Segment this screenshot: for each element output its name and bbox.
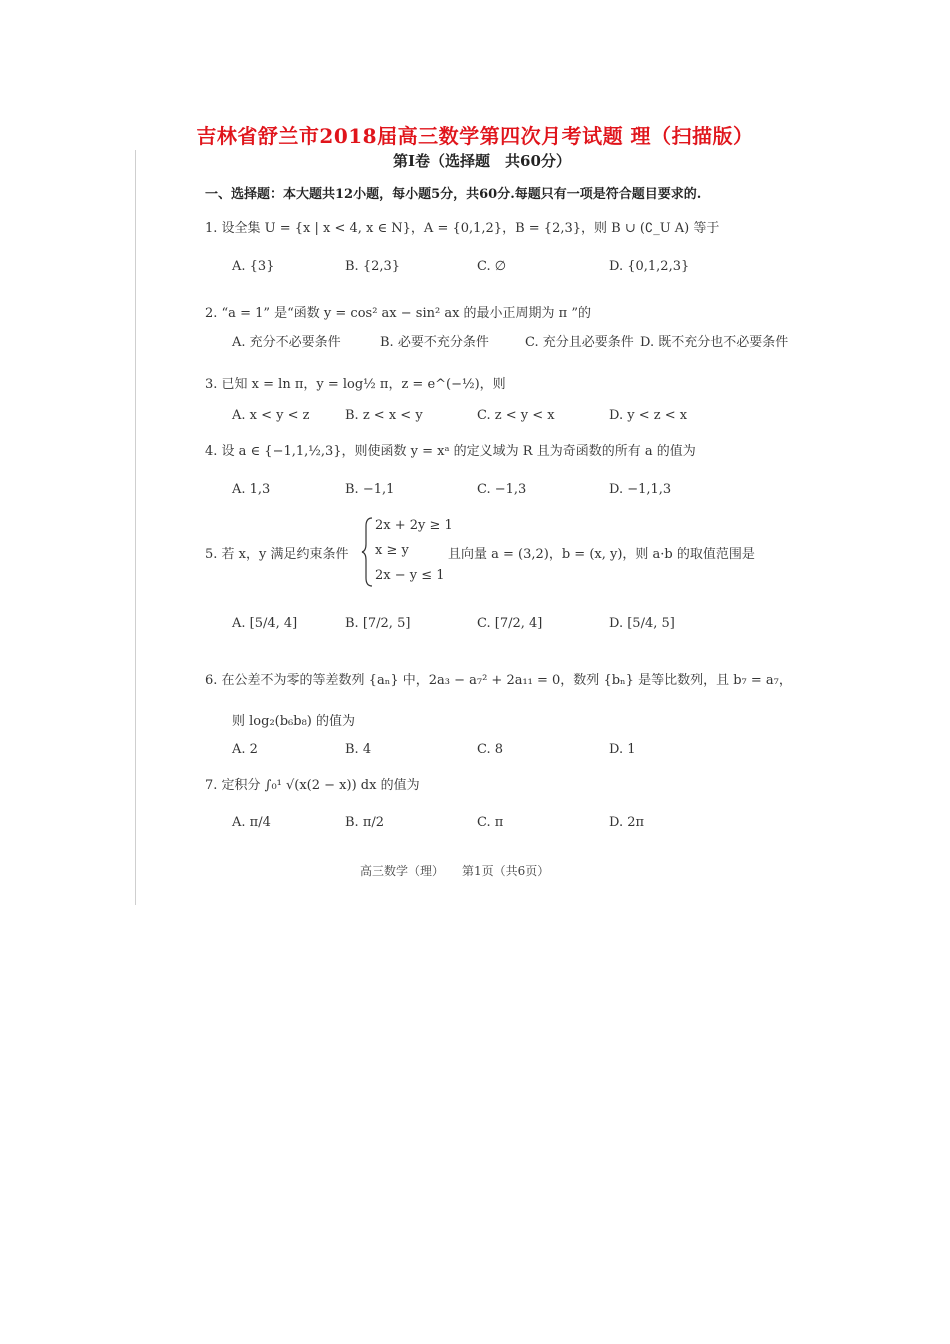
question-1-option-d: D. {0,1,2,3} <box>609 259 690 274</box>
question-5-option-c: C. [7/2, 4] <box>477 616 543 631</box>
question-6-stem: 6. 在公差不为零的等差数列 {aₙ} 中，2a₃ − a₇² + 2a₁₁ = 0，数列 {bₙ} 是等比数列，且 b₇ = a₇， <box>205 673 792 688</box>
question-5-option-d: D. [5/4, 5] <box>609 616 675 631</box>
question-7-option-a: A. π/4 <box>232 815 271 830</box>
question-6-stem-continued: 则 log₂(b₆b₈) 的值为 <box>232 714 355 729</box>
question-4-stem: 4. 设 a ∈ {−1,1,½,3}，则使函数 y = xᵃ 的定义域为 R 且为奇函数的所有 a 的值为 <box>205 444 696 459</box>
question-1-option-c: C. ∅ <box>477 259 507 274</box>
question-4-option-a: A. 1,3 <box>232 482 271 497</box>
constraint-1: 2x + 2y ≥ 1 <box>375 518 453 533</box>
question-2-option-d: D. 既不充分也不必要条件 <box>640 335 789 350</box>
question-6-option-c: C. 8 <box>477 742 504 757</box>
section-header: 一、选择题：本大题共12小题，每小题5分，共60分.每题只有一项是符合题目要求的. <box>205 187 702 202</box>
question-6-option-b: B. 4 <box>345 742 372 757</box>
question-2-option-a: A. 充分不必要条件 <box>232 335 341 350</box>
question-1-option-a: A. {3} <box>232 259 275 274</box>
question-3-option-b: B. z < x < y <box>345 408 423 423</box>
question-2-option-c: C. 充分且必要条件 <box>525 335 634 350</box>
question-1-stem: 1. 设全集 U = {x | x < 4, x ∈ N}，A = {0,1,2}，B = {2,3}，则 B ∪ (∁_U A) 等于 <box>205 221 720 236</box>
question-1-option-b: B. {2,3} <box>345 259 401 274</box>
question-7-option-c: C. π <box>477 815 504 830</box>
question-5-stem-lead: 5. 若 x，y 满足约束条件 <box>205 547 349 562</box>
question-3-option-d: D. y < z < x <box>609 408 688 423</box>
question-3-option-a: A. x < y < z <box>232 408 310 423</box>
page-footer: 高三数学（理） 第1页（共6页） <box>360 864 550 878</box>
question-5-option-a: A. [5/4, 4] <box>232 616 298 631</box>
question-2-stem: 2. “a = 1” 是“函数 y = cos² ax − sin² ax 的最小正周期为 π ”的 <box>205 306 591 321</box>
question-5-stem-tail: 且向量 a = (3,2)，b = (x, y)，则 a·b 的取值范围是 <box>448 547 755 562</box>
constraint-brace <box>360 516 374 588</box>
question-3-option-c: C. z < y < x <box>477 408 555 423</box>
question-5-option-b: B. [7/2, 5] <box>345 616 411 631</box>
question-6-option-a: A. 2 <box>232 742 258 757</box>
question-4-option-b: B. −1,1 <box>345 482 395 497</box>
question-7-option-d: D. 2π <box>609 815 645 830</box>
question-7-option-b: B. π/2 <box>345 815 385 830</box>
question-2-option-b: B. 必要不充分条件 <box>380 335 489 350</box>
question-4-option-d: D. −1,1,3 <box>609 482 672 497</box>
volume-header: 第Ⅰ卷（选择题 共60分） <box>393 152 571 170</box>
document-title: 吉林省舒兰市2018届高三数学第四次月考试题 理（扫描版） <box>196 124 754 148</box>
constraint-2: x ≥ y <box>375 543 409 558</box>
question-4-option-c: C. −1,3 <box>477 482 527 497</box>
question-3-stem: 3. 已知 x = ln π，y = log½ π，z = e^(−½)，则 <box>205 377 506 392</box>
question-7-stem: 7. 定积分 ∫₀¹ √(x(2 − x)) dx 的值为 <box>205 778 420 793</box>
constraint-3: 2x − y ≤ 1 <box>375 568 445 583</box>
question-6-option-d: D. 1 <box>609 742 636 757</box>
